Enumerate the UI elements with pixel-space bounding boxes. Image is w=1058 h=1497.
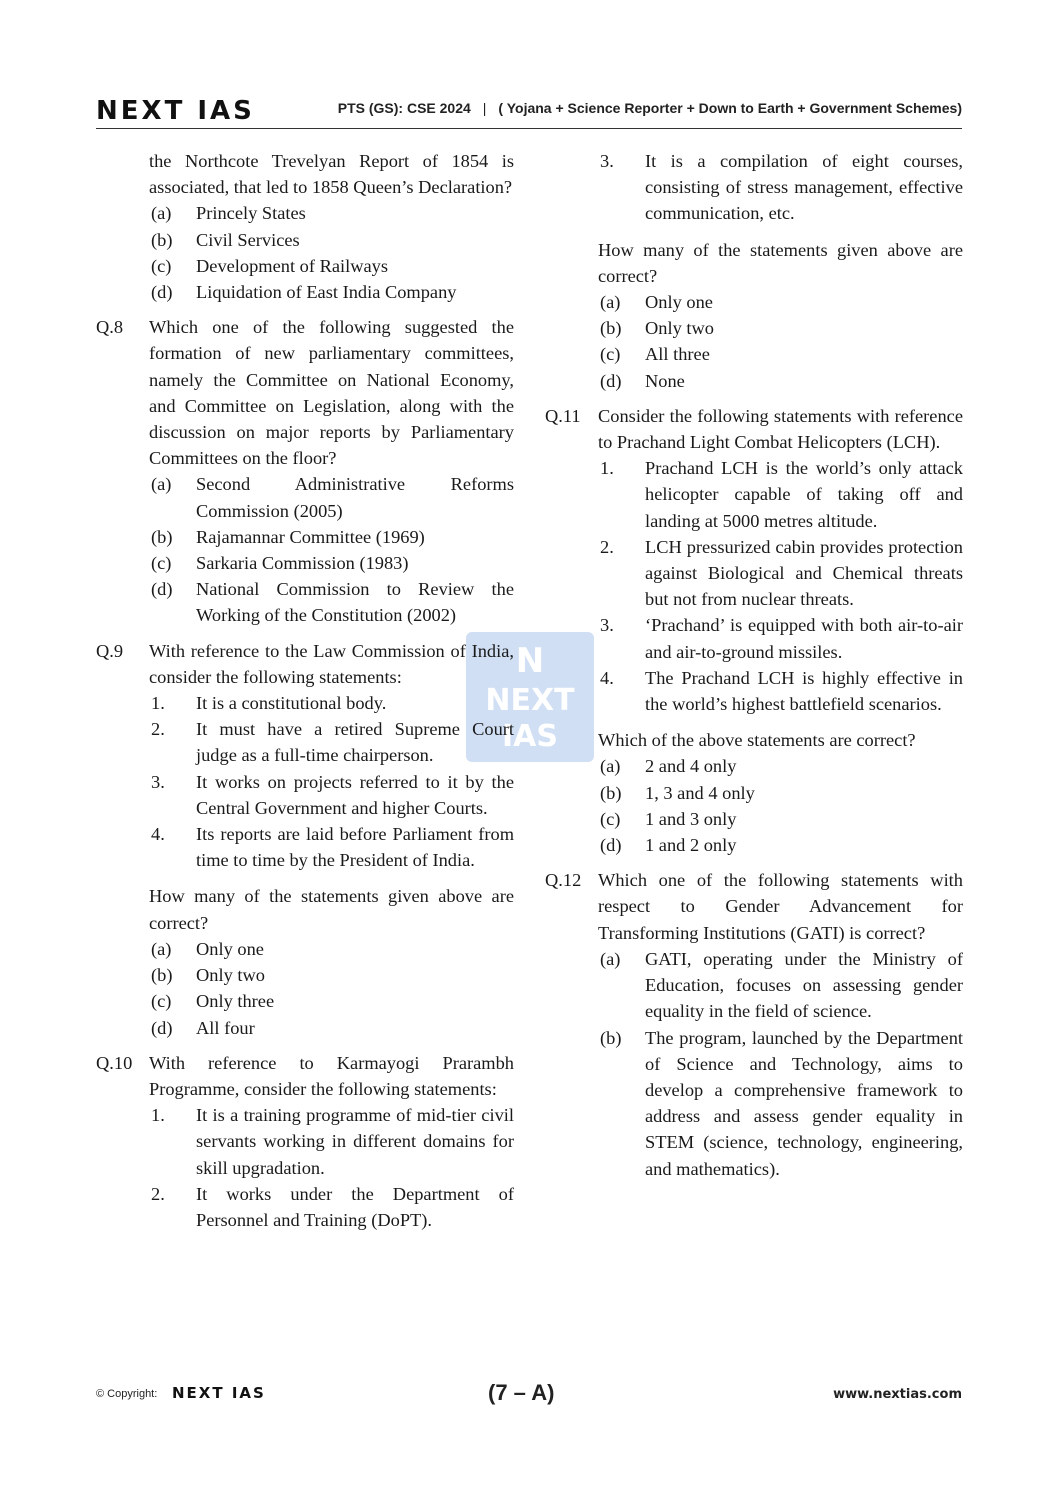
watermark-bottom: IAS — [502, 719, 558, 754]
option-text: Only one — [645, 292, 713, 313]
option — [149, 936, 514, 962]
option-label: (c) — [151, 553, 172, 574]
question-8 — [96, 314, 514, 628]
option — [598, 1025, 963, 1182]
statement-label: 1. — [151, 693, 165, 714]
statement-label: 2. — [600, 536, 614, 557]
question-10 — [96, 1050, 514, 1233]
statement — [149, 690, 514, 716]
option-text: Princely States — [196, 203, 306, 224]
option-text: Second Administrative Reforms Commission (2005) — [196, 474, 514, 521]
statement — [149, 1102, 514, 1181]
statement — [598, 148, 963, 227]
statement-text: It must have a retired Supreme Court judge as a full-time chairperson. — [196, 719, 514, 766]
page-header — [96, 92, 962, 129]
header-separator: | — [482, 100, 487, 116]
statement-label: 3. — [600, 615, 614, 636]
option-label: (b) — [151, 229, 173, 250]
question-prompt: How many of the statements given above are correct? — [598, 239, 963, 286]
option — [149, 471, 514, 523]
option-label: (c) — [600, 808, 621, 829]
header-info — [338, 100, 962, 116]
watermark-top: N — [515, 641, 545, 681]
question-stem: Which one of the following statements with respect to Gender Advancement for Transforming Institutions (GATI) is correct? — [598, 870, 963, 943]
question-prompt: Which of the above statements are correct? — [598, 730, 916, 751]
exam-title: PTS (GS): CSE 2024 — [337, 100, 471, 116]
option-label: (d) — [600, 835, 622, 856]
option — [149, 576, 514, 628]
statement-text: It works on projects referred to it by the Central Government and higher Courts. — [196, 771, 514, 818]
option-label: (b) — [600, 318, 622, 339]
option-label: (b) — [151, 965, 173, 986]
statement-label: 1. — [600, 458, 614, 479]
website-link[interactable]: www.nextias.com — [833, 1387, 962, 1402]
option-label: (d) — [151, 1017, 173, 1038]
option — [149, 962, 514, 988]
watermark-mid: NEXT — [485, 683, 575, 718]
question-10-continued — [545, 148, 963, 394]
option-label: (c) — [151, 255, 172, 276]
option — [598, 946, 963, 1025]
question-number: Q.11 — [545, 405, 581, 426]
left-column — [96, 148, 514, 1242]
statement — [149, 769, 514, 821]
option-label: (a) — [600, 948, 621, 969]
question-number: Q.8 — [96, 317, 124, 338]
question-stem: the Northcote Trevelyan Report of 1854 is associated, that led to 1858 Queen’s Declaration? — [149, 151, 514, 198]
option-label: (d) — [151, 282, 173, 303]
option — [149, 524, 514, 550]
option-label: (d) — [600, 370, 622, 391]
option — [149, 279, 514, 305]
option-text: 1 and 2 only — [645, 835, 737, 856]
option-text: 1, 3 and 4 only — [645, 782, 755, 803]
option — [149, 227, 514, 253]
option-text: Development of Railways — [196, 255, 389, 276]
question-12 — [545, 867, 963, 1181]
option — [149, 253, 514, 279]
footer-logo: NEXT IAS — [172, 1384, 266, 1402]
question-number: Q.10 — [96, 1052, 133, 1073]
question-9 — [96, 638, 514, 1041]
page-footer — [96, 1380, 962, 1410]
statement-text: Its reports are laid before Parliament from time to time by the President of India. — [196, 824, 514, 871]
option-text: National Commission to Review the Working of the Constitution (2002) — [196, 579, 514, 626]
statement — [149, 716, 514, 768]
question-number: Q.9 — [96, 640, 124, 661]
question-prompt: How many of the statements given above are correct? — [149, 886, 514, 933]
right-column — [545, 148, 963, 1191]
statement-label: 2. — [151, 1183, 165, 1204]
option-text: All four — [196, 1017, 255, 1038]
option-label: (d) — [151, 579, 173, 600]
header-logo: NEXT IAS — [96, 96, 255, 126]
option-label: (c) — [151, 991, 172, 1012]
option-label: (a) — [151, 938, 172, 959]
statement-text: ‘Prachand’ is equipped with both air-to-air and air-to-ground missiles. — [645, 615, 963, 662]
option — [149, 1015, 514, 1041]
question-stem: With reference to Karmayogi Prarambh Programme, consider the following statements: — [149, 1052, 514, 1099]
option-text: Only one — [196, 938, 264, 959]
option-text: Liquidation of East India Company — [196, 282, 457, 303]
option-text: Only two — [196, 965, 265, 986]
option-label: (c) — [600, 344, 621, 365]
statement-label: 3. — [151, 771, 165, 792]
statement-text: LCH pressurized cabin provides protection against Biological and Chemical threats but not from nuclear threats. — [645, 536, 963, 610]
option-text: All three — [645, 344, 710, 365]
statement-text: The Prachand LCH is highly effective in the world’s highest battlefield scenarios. — [645, 667, 963, 715]
statement — [598, 612, 963, 664]
statement — [598, 534, 963, 613]
option — [149, 988, 514, 1014]
option-text: Only two — [645, 318, 714, 339]
option — [149, 550, 514, 576]
question-number: Q.12 — [545, 870, 582, 891]
option-label: (a) — [151, 474, 172, 495]
option-label: (b) — [151, 526, 173, 547]
statement — [149, 821, 514, 873]
statement-label: 4. — [151, 824, 165, 845]
option — [598, 368, 963, 394]
option-text: Rajamannar Committee (1969) — [196, 526, 425, 547]
statement-text: It is a training programme of mid-tier civil servants working in different domains for skill upgradation. — [196, 1105, 514, 1178]
statement — [149, 1181, 514, 1233]
option — [149, 200, 514, 226]
option-text: 2 and 4 only — [645, 756, 737, 777]
statement-text: Prachand LCH is the world’s only attack helicopter capable of taking off and landing at 5000 metres altitude. — [645, 458, 963, 531]
option-text: Civil Services — [196, 229, 300, 250]
page-number: (7 – A) — [488, 1380, 555, 1405]
option-text: 1 and 3 only — [645, 808, 737, 829]
option — [598, 315, 963, 341]
option-label: (b) — [600, 782, 622, 803]
question-stem: Consider the following statements with reference to Prachand Light Combat Helicopters (LCH). — [598, 405, 963, 453]
option-text: None — [645, 370, 685, 391]
question-stem: Which one of the following suggested the formation of new parliamentary committees, namely the Committee on National Economy, and Committee on Legislation, along with the discussion on major reports by Parliamentary Committees on the floor? — [149, 317, 514, 469]
statement-text: It is a compilation of eight courses, consisting of stress management, effective communication, etc. — [645, 151, 963, 224]
statement-label: 3. — [600, 151, 614, 171]
option — [598, 341, 963, 367]
option-label: (a) — [600, 292, 621, 313]
option-label: (b) — [600, 1027, 622, 1048]
question-stem: With reference to the Law Commission of India, consider the following statements: — [149, 640, 514, 687]
copyright-text: © Copyright: — [96, 1388, 158, 1400]
statement-text: It works under the Department of Personnel and Training (DoPT). — [196, 1183, 514, 1230]
option-text: The program, launched by the Department of Science and Technology, aims to develop a comprehensive framework to address and assess gender equality in STEM (science, technology, engineering, and mathematics). — [645, 1027, 963, 1179]
statement — [598, 455, 963, 534]
option — [598, 289, 963, 315]
statement — [598, 665, 963, 717]
option — [598, 753, 963, 779]
statement-label: 4. — [600, 667, 614, 688]
statement-label: 2. — [151, 719, 165, 740]
option-text: GATI, operating under the Ministry of Education, focuses on assessing gender equality in the field of science. — [645, 948, 963, 1022]
sources-title: ( Yojana + Science Reporter + Down to Earth + Government Schemes) — [498, 100, 962, 116]
statement-text: It is a constitutional body. — [196, 693, 387, 714]
statement-label: 1. — [151, 1105, 165, 1126]
option-text: Sarkaria Commission (1983) — [196, 553, 409, 574]
option — [598, 832, 963, 858]
option-label: (a) — [151, 203, 172, 224]
option — [598, 780, 963, 806]
question-11 — [545, 403, 963, 858]
question-7-continued — [96, 148, 514, 305]
option — [598, 806, 963, 832]
option-text: Only three — [196, 991, 275, 1012]
option-label: (a) — [600, 756, 621, 777]
